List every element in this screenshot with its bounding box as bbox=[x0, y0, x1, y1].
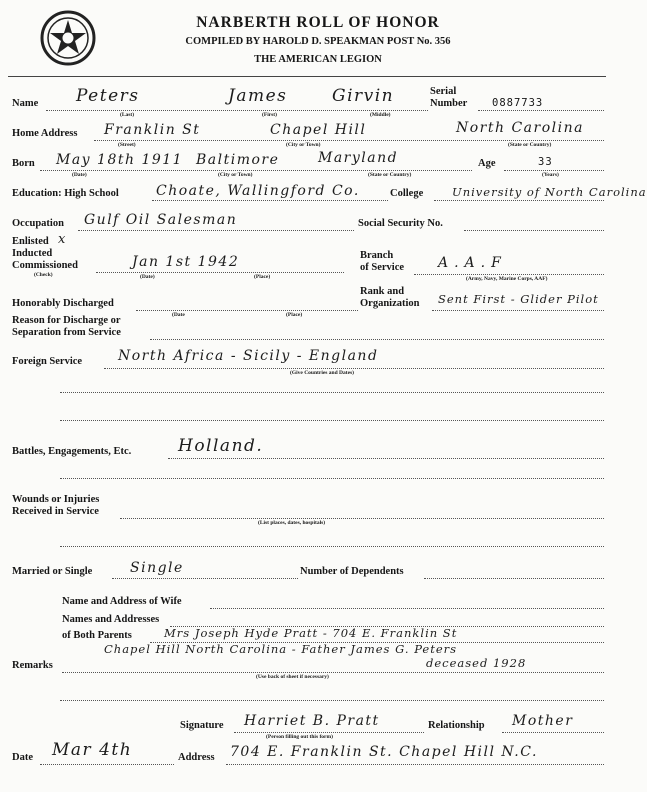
dependents-label: Number of Dependents bbox=[300, 566, 404, 577]
organization-name: THE AMERICAN LEGION bbox=[254, 54, 382, 65]
age-value: 33 bbox=[538, 156, 553, 168]
age-line bbox=[504, 170, 604, 171]
foreign-service-value: North Africa - Sicily - England bbox=[118, 348, 379, 364]
social-security-label: Social Security No. bbox=[358, 218, 443, 229]
caption-born-date: (Date) bbox=[72, 172, 87, 178]
honorably-discharged-label: Honorably Discharged bbox=[12, 298, 114, 309]
caption-person-filling: (Person filling out this form) bbox=[266, 734, 333, 740]
high-school-value: Choate, Wallingford Co. bbox=[156, 183, 360, 199]
rank-label-2: Organization bbox=[360, 298, 420, 309]
relationship-line bbox=[502, 732, 604, 733]
inducted-label: Inducted bbox=[12, 248, 53, 259]
caption-check: (Check) bbox=[34, 272, 53, 278]
discharged-line bbox=[136, 310, 358, 311]
branch-value: A.A.F bbox=[438, 255, 507, 271]
compiled-by: COMPILED BY HAROLD D. SPEAKMAN POST No. 356 bbox=[185, 36, 451, 47]
parents-value-line2: Chapel Hill North Carolina - Father James G. Peters bbox=[104, 642, 458, 656]
date-label: Date bbox=[12, 752, 33, 763]
enlisted-check-value: x bbox=[58, 232, 67, 247]
rank-line bbox=[432, 310, 604, 311]
age-label: Age bbox=[478, 158, 496, 169]
middle-name-value: Girvin bbox=[332, 86, 395, 106]
date-line bbox=[40, 764, 174, 765]
occupation-label: Occupation bbox=[12, 218, 64, 229]
born-city-value: Baltimore bbox=[196, 152, 280, 168]
serial-number-value: 0887733 bbox=[492, 97, 544, 109]
name-label: Name bbox=[12, 98, 39, 109]
city-value: Chapel Hill bbox=[270, 122, 367, 138]
social-security-line bbox=[464, 230, 604, 231]
college-value: University of North Carolina bbox=[452, 185, 647, 199]
caption-first: (First) bbox=[262, 112, 277, 118]
caption-commission-date: (Date) bbox=[140, 274, 155, 280]
branch-line bbox=[414, 274, 604, 275]
header-rule bbox=[8, 76, 606, 77]
serial-line bbox=[478, 110, 604, 111]
caption-use-back: (Use back of sheet if necessary) bbox=[256, 674, 329, 680]
wounds-line-2 bbox=[60, 546, 604, 547]
branch-label-1: Branch bbox=[360, 250, 394, 261]
serial-label-2: Number bbox=[430, 98, 468, 109]
street-value: Franklin St bbox=[104, 122, 201, 138]
serial-label-1: Serial bbox=[430, 86, 457, 97]
date-value: Mar 4th bbox=[52, 740, 133, 760]
address-line bbox=[226, 764, 604, 765]
reason-line bbox=[150, 339, 604, 340]
home-address-label: Home Address bbox=[12, 128, 78, 139]
reason-label-1: Reason for Discharge or bbox=[12, 315, 121, 326]
battles-line bbox=[168, 458, 604, 459]
high-school-line bbox=[152, 200, 388, 201]
signature-label: Signature bbox=[180, 720, 224, 731]
occupation-value: Gulf Oil Salesman bbox=[84, 212, 238, 228]
wounds-line bbox=[120, 518, 604, 519]
born-line bbox=[40, 170, 472, 171]
rank-label-1: Rank and bbox=[360, 286, 405, 297]
foreign-service-line bbox=[104, 368, 604, 369]
home-address-line bbox=[94, 140, 604, 141]
college-label: College bbox=[390, 188, 424, 199]
occupation-line bbox=[78, 230, 354, 231]
parents-label-2: of Both Parents bbox=[62, 630, 132, 641]
branch-label-2: of Service bbox=[360, 262, 405, 273]
foreign-service-line-2 bbox=[60, 392, 604, 393]
caption-countries-dates: (Give Countries and Dates) bbox=[290, 370, 355, 376]
enlisted-label: Enlisted bbox=[12, 236, 49, 247]
remarks-label: Remarks bbox=[12, 660, 53, 671]
reason-label-2: Separation from Service bbox=[12, 327, 121, 338]
caption-years: (Years) bbox=[542, 172, 559, 178]
relationship-label: Relationship bbox=[428, 720, 485, 731]
remarks-line-2 bbox=[60, 700, 604, 701]
foreign-service-line-3 bbox=[60, 420, 604, 421]
signature-value: Harriet B. Pratt bbox=[244, 713, 380, 729]
caption-born-state: (State or Country) bbox=[368, 172, 412, 178]
caption-list-places: (List places, dates, hospitals) bbox=[258, 520, 326, 526]
college-line bbox=[434, 200, 604, 201]
married-label: Married or Single bbox=[12, 566, 93, 577]
legion-emblem bbox=[40, 10, 96, 66]
parents-label-1: Names and Addresses bbox=[62, 614, 160, 625]
born-state-value: Maryland bbox=[318, 150, 399, 166]
parents-value-line3: deceased 1928 bbox=[426, 656, 527, 670]
wife-line bbox=[210, 608, 604, 609]
married-line bbox=[112, 578, 298, 579]
first-name-value: James bbox=[228, 86, 288, 106]
commissioned-label: Commissioned bbox=[12, 260, 78, 271]
battles-line-2 bbox=[60, 478, 604, 479]
caption-branch-types: (Army, Navy, Marine Corps, AAF) bbox=[466, 276, 548, 282]
caption-city: (City or Town) bbox=[286, 142, 321, 148]
caption-state: (State or Country) bbox=[508, 142, 552, 148]
wounds-label-1: Wounds or Injuries bbox=[12, 494, 100, 505]
remarks-line bbox=[62, 672, 604, 673]
form-title: NARBERTH ROLL OF HONOR bbox=[196, 14, 440, 31]
born-label: Born bbox=[12, 158, 35, 169]
parents-value-line1: Mrs Joseph Hyde Pratt - 704 E. Franklin St bbox=[164, 626, 458, 640]
state-value: North Carolina bbox=[456, 120, 584, 136]
caption-street: (Street) bbox=[118, 142, 136, 148]
commissioned-line bbox=[96, 272, 344, 273]
relationship-value: Mother bbox=[512, 713, 574, 729]
caption-middle: (Middle) bbox=[370, 112, 391, 118]
married-value: Single bbox=[130, 560, 184, 576]
caption-commission-place: (Place) bbox=[254, 274, 271, 280]
dependents-line bbox=[424, 578, 604, 579]
caption-last: (Last) bbox=[120, 112, 135, 118]
signature-line bbox=[234, 732, 424, 733]
battles-value: Holland. bbox=[178, 436, 264, 456]
caption-born-city: (City or Town) bbox=[218, 172, 253, 178]
foreign-service-label: Foreign Service bbox=[12, 356, 83, 367]
high-school-label: Education: High School bbox=[12, 188, 119, 199]
commissioned-date-value: Jan 1st 1942 bbox=[132, 254, 240, 270]
born-date-value: May 18th 1911 bbox=[56, 152, 184, 168]
address-value: 704 E. Franklin St. Chapel Hill N.C. bbox=[230, 744, 538, 760]
rank-organization-value: Sent First - Glider Pilot bbox=[438, 292, 599, 306]
name-line bbox=[46, 110, 428, 111]
wounds-label-2: Received in Service bbox=[12, 506, 99, 517]
address-label: Address bbox=[178, 752, 215, 763]
last-name-value: Peters bbox=[76, 86, 140, 106]
caption-discharge-date: (Date bbox=[172, 312, 185, 318]
wife-label: Name and Address of Wife bbox=[62, 596, 182, 607]
battles-label: Battles, Engagements, Etc. bbox=[12, 446, 132, 457]
caption-discharge-place: (Place) bbox=[286, 312, 303, 318]
